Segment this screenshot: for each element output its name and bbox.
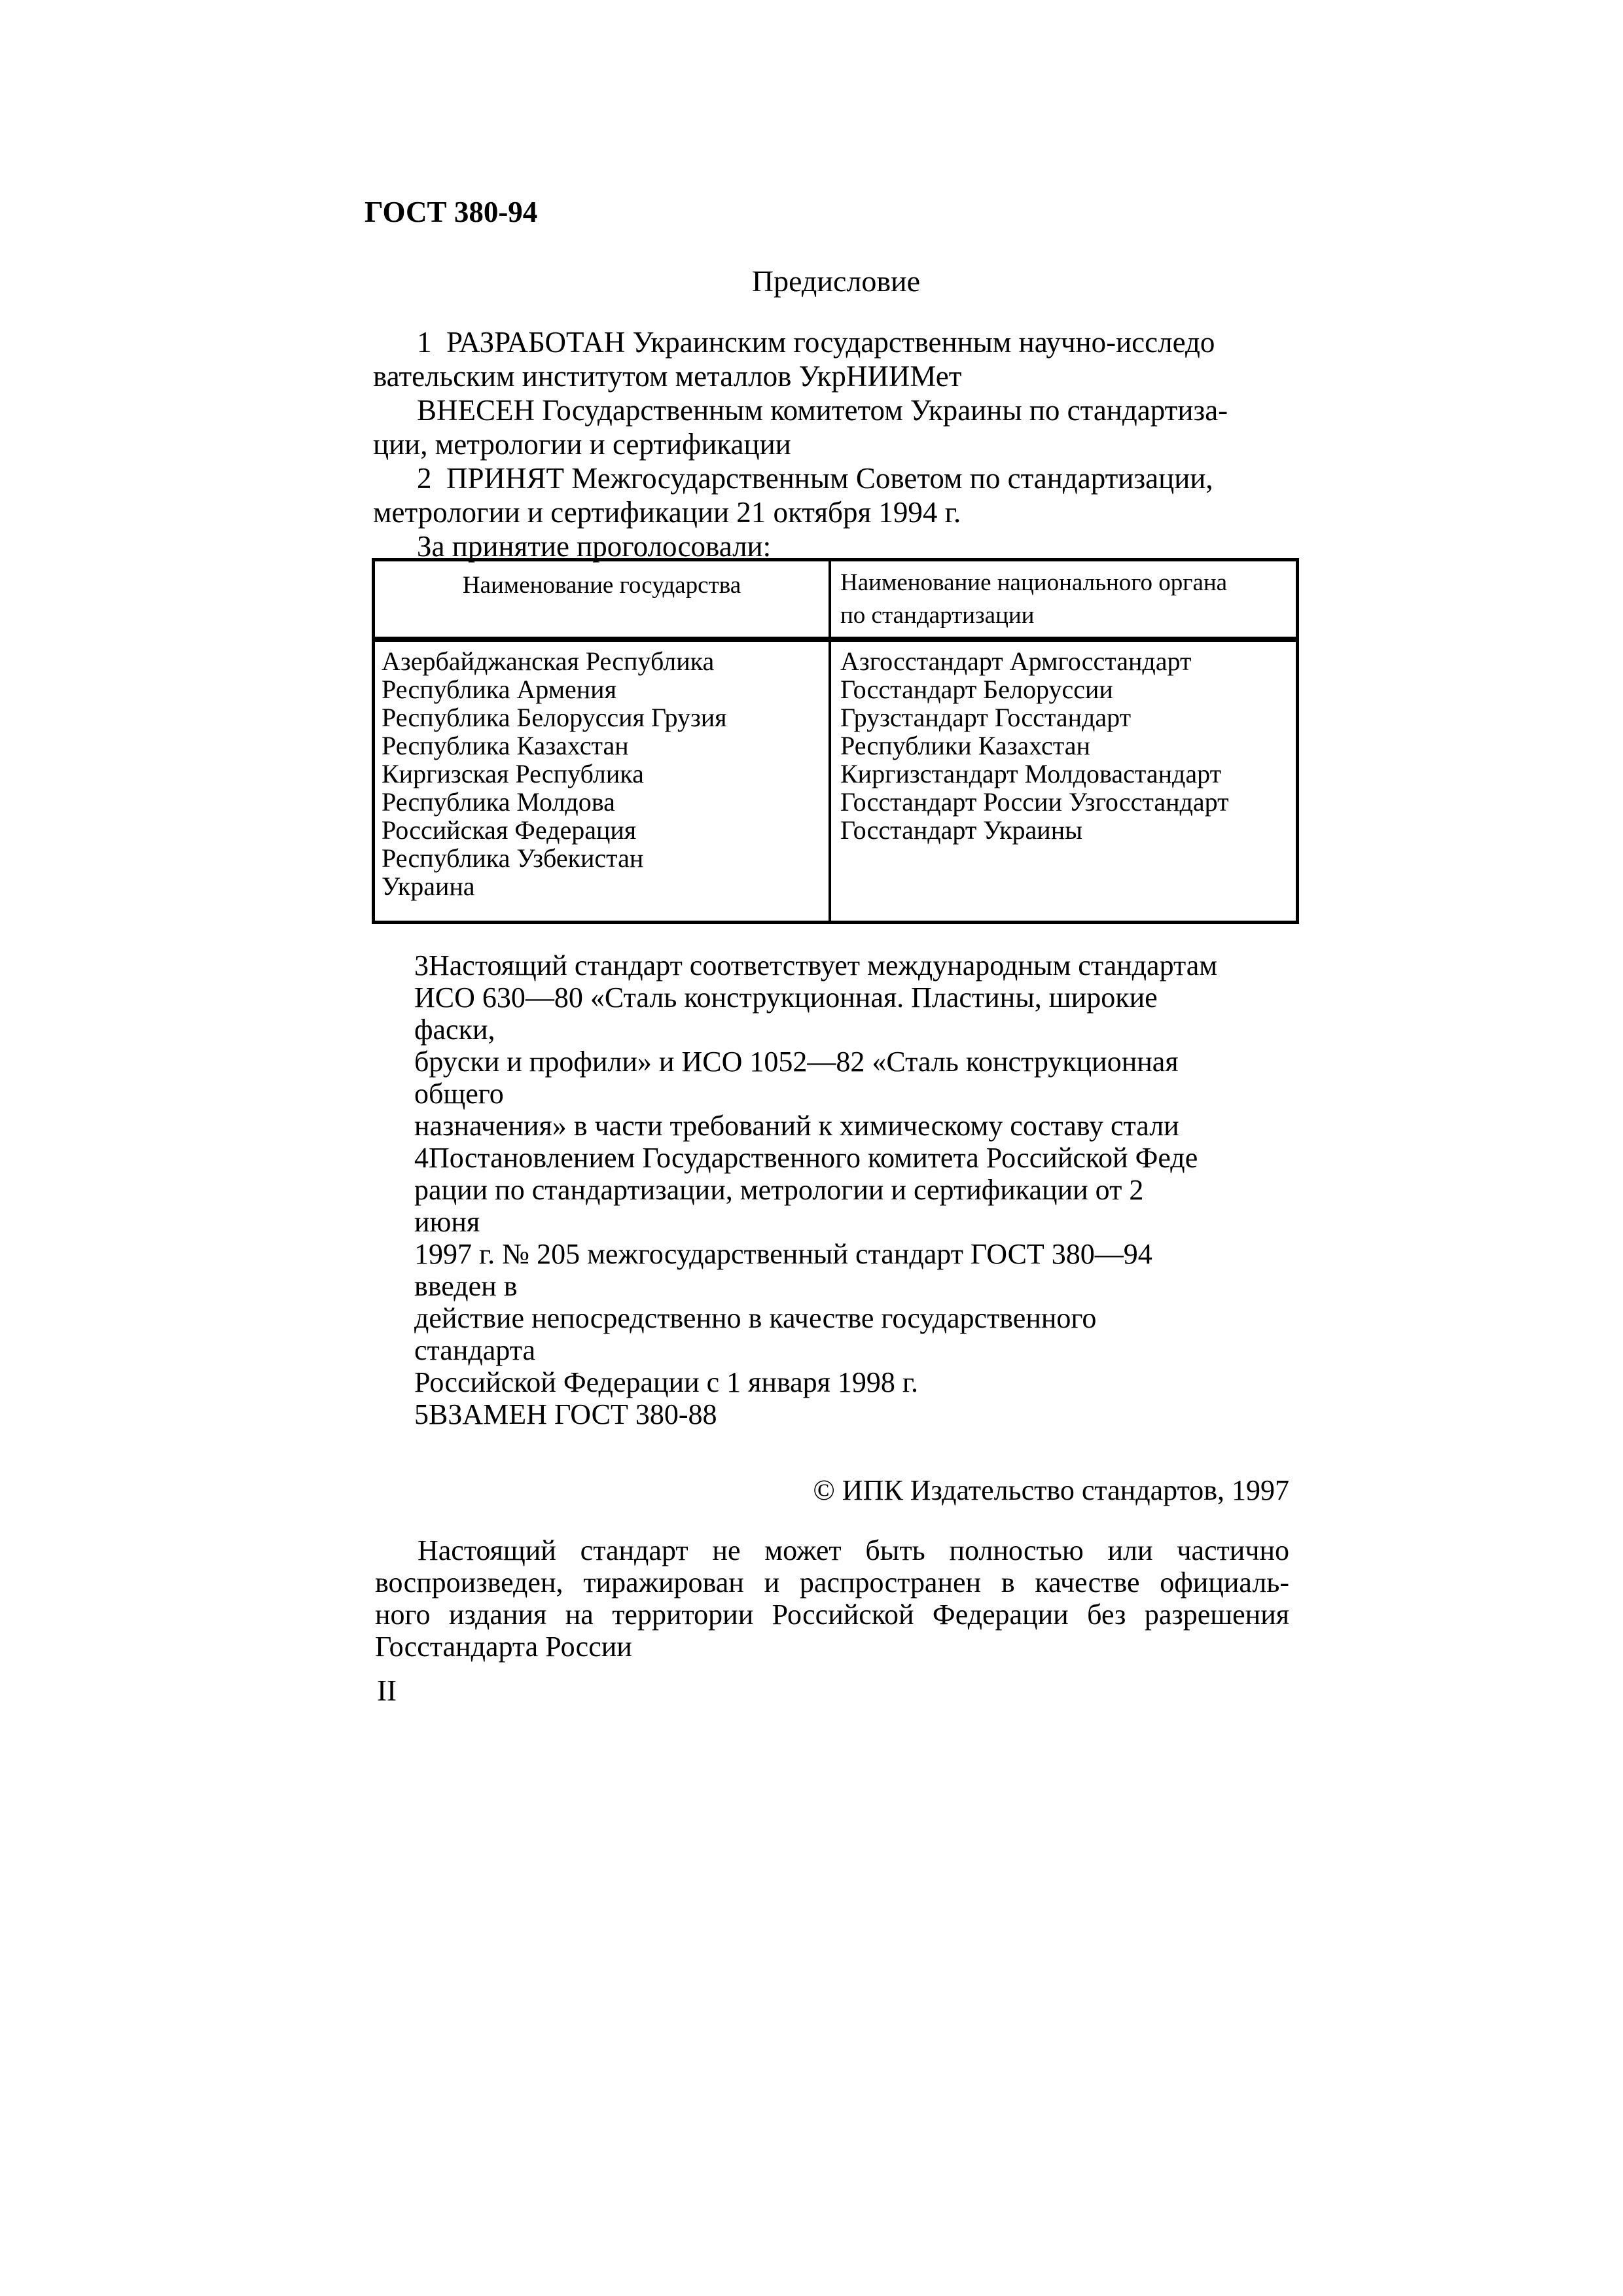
footer-paragraph — [375, 1534, 1289, 1663]
state-name: Республика Белоруссия Грузия — [382, 703, 727, 732]
intro-line: ции, метрологии и сертификации — [373, 428, 791, 461]
doc-code: ГОСТ 380-94 — [365, 196, 538, 228]
footer-line: Настоящий стандарт не может быть полностью или частично — [418, 1534, 1289, 1566]
state-name: Республика Армения — [382, 675, 616, 704]
header-cell-text: Наименование государства — [462, 572, 741, 599]
standards-line: действие непосредственно в качестве государственного — [414, 1302, 1097, 1334]
agency-name: Грузстандарт Госстандарт — [840, 703, 1132, 732]
intro-line: ВНЕСЕН Государственным комитетом Украины по стандартиза- — [417, 394, 1228, 427]
agencies-cell — [831, 642, 1296, 921]
intro-line: 1 РАЗРАБОТАН Украинским государственным научно-исследо — [417, 326, 1215, 359]
standards-line: рации по стандартизации, метрологии и сертификации от 2 — [414, 1174, 1144, 1206]
header-cell-text: по стандартизации — [840, 602, 1035, 629]
standards-line: 5ВЗАМЕН ГОСТ 380-88 — [414, 1398, 717, 1430]
footer-line: ного издания на территории Российской Федерации без разрешения — [375, 1598, 1289, 1631]
standards-line: бруски и профили» и ИСО 1052—82 «Сталь конструкционная — [414, 1046, 1179, 1078]
state-name: Республика Узбекистан — [382, 843, 644, 873]
agency-name: Азгосстандарт Армгосстандарт — [840, 646, 1192, 676]
agency-name: Республики Казахстан — [840, 731, 1090, 760]
agency-name: Госстандарт Украины — [840, 815, 1082, 845]
standards-line: стандарта — [414, 1334, 536, 1366]
intro-line: За принятие проголосовали: — [417, 530, 772, 563]
vote-table — [372, 558, 1299, 924]
page-title: Предисловие — [751, 264, 921, 298]
footer-line: Госстандарта России — [375, 1631, 632, 1663]
vote-table-header-states — [375, 561, 831, 637]
state-name: Республика Молдова — [382, 787, 615, 817]
intro-line: вательским институтом металлов УкрНИИМет — [373, 360, 962, 393]
standards-line: фаски, — [414, 1014, 495, 1046]
states-cell — [375, 642, 831, 921]
state-name: Украина — [382, 872, 475, 901]
header-cell-text: Наименование национального органа — [840, 569, 1228, 596]
state-name: Азербайджанская Республика — [382, 646, 715, 676]
standards-line: ИСО 630—80 «Сталь конструкционная. Пластины, широкие — [414, 981, 1158, 1014]
intro-line: метрологии и сертификации 21 октября 1994 г. — [373, 496, 961, 529]
vote-table-header-row — [375, 561, 1296, 642]
vote-table-body-row — [375, 642, 1296, 921]
standards-paragraphs — [414, 949, 1304, 1430]
state-name: Киргизская Республика — [382, 759, 644, 788]
standards-line: назначения» в части требований к химическому составу стали — [414, 1110, 1179, 1142]
intro-line: 2 ПРИНЯТ Межгосударственным Советом по стандартизации, — [417, 462, 1213, 495]
standards-line: Российской Федерации с 1 января 1998 г. — [414, 1366, 918, 1398]
standards-line: введен в — [414, 1270, 518, 1302]
copyright-line: © ИПК Издательство стандартов, 1997 — [813, 1474, 1289, 1506]
vote-table-header-agency — [831, 561, 1296, 637]
footer-line: воспроизведен, тиражирован и распространен в качестве официаль- — [375, 1566, 1289, 1598]
standards-line: 3Настоящий стандарт соответствует международным стандартам — [414, 949, 1218, 981]
standards-line: 1997 г. № 205 межгосударственный стандарт ГОСТ 380—94 — [414, 1238, 1152, 1270]
standards-line: 4Постановлением Государственного комитета Российской Феде — [414, 1142, 1198, 1174]
agency-name: Госстандарт России Узгосстандарт — [840, 787, 1229, 817]
agency-name: Киргизстандарт Молдовастандарт — [840, 759, 1222, 788]
intro-paragraphs — [373, 325, 1302, 563]
agency-name: Госстандарт Белоруссии — [840, 675, 1113, 704]
state-name: Республика Казахстан — [382, 731, 629, 760]
state-name: Российская Федерация — [382, 815, 637, 845]
standards-line: общего — [414, 1078, 504, 1110]
page-number: II — [377, 1674, 397, 1707]
standards-line: июня — [414, 1206, 480, 1238]
